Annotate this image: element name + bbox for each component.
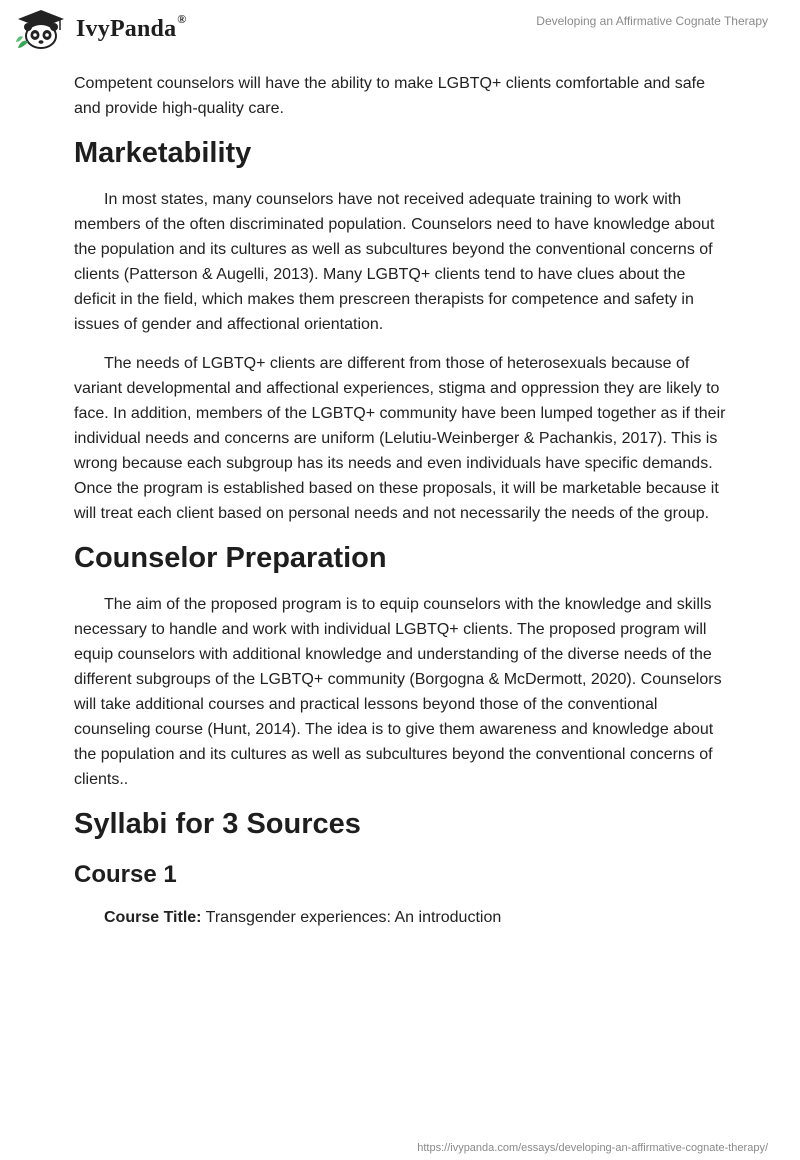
course-1-heading: Course 1 [74, 861, 177, 888]
counselor-preparation-heading: Counselor Preparation [74, 542, 387, 574]
ivypanda-logo[interactable] [14, 8, 186, 50]
syllabi-heading: Syllabi for 3 Sources [74, 808, 361, 840]
marketability-heading: Marketability [74, 137, 252, 169]
registered-mark: ® [177, 11, 187, 26]
course-1-title [74, 905, 726, 930]
counselor-preparation-paragraph: The aim of the proposed program is to equip counselors with the knowledge and skills necessary to handle and work with individual LGBTQ+ clients. The proposed program will equip counselors with additional knowledge and understanding of the diverse needs of the different subgroups of the LGBTQ+ community (Borgogna & McDermott, 2020). Counselors will take additional courses and practical lessons beyond those of the conventional counseling course (Hunt, 2014). The idea is to give them awareness and knowledge about the population and its cultures as well as subcultures beyond the conventional concerns of clients.. [74, 596, 722, 788]
document-title: Developing an Affirmative Cognate Therapy [536, 14, 768, 28]
course-title-label: Course Title: [104, 909, 202, 926]
marketability-paragraph-1: In most states, many counselors have not received adequate training to work with members of the often discriminated population. Counselors need to have knowledge about the population and its cultures as well as subcultures beyond the conventional concerns of clients (Patterson & Augelli, 2013). Many LGBTQ+ clients tend to have clues about the deficit in the field, which makes them prescreen therapists for competence and safety in issues of gender and affectional orientation. [74, 191, 715, 333]
essay-content [74, 71, 726, 930]
panda-graduate-icon [14, 8, 68, 50]
course-title-value: Transgender experiences: An introduction [201, 909, 502, 926]
logo-text: IvyPanda® [76, 11, 187, 42]
marketability-paragraph-2: The needs of LGBTQ+ clients are different from those of heterosexuals because of variant developmental and affectional experiences, stigma and oppression they are likely to face. In addition, members of the LGBTQ+ community have been lumped together as if their individual needs and concerns are uniform (Lelutiu-Weinberger & Pachankis, 2017). This is wrong because each subgroup has its needs and even individuals have specific demands. Once the program is established based on these proposals, it will be marketable because it will treat each client based on personal needs and not necessarily the needs of the group. [74, 355, 726, 522]
page-header [0, 0, 800, 64]
source-url[interactable]: https://ivypanda.com/essays/developing-an-affirmative-cognate-therapy/ [417, 1142, 768, 1154]
intro-paragraph: Competent counselors will have the ability to make LGBTQ+ clients comfortable and safe and provide high-quality care. [74, 75, 705, 117]
